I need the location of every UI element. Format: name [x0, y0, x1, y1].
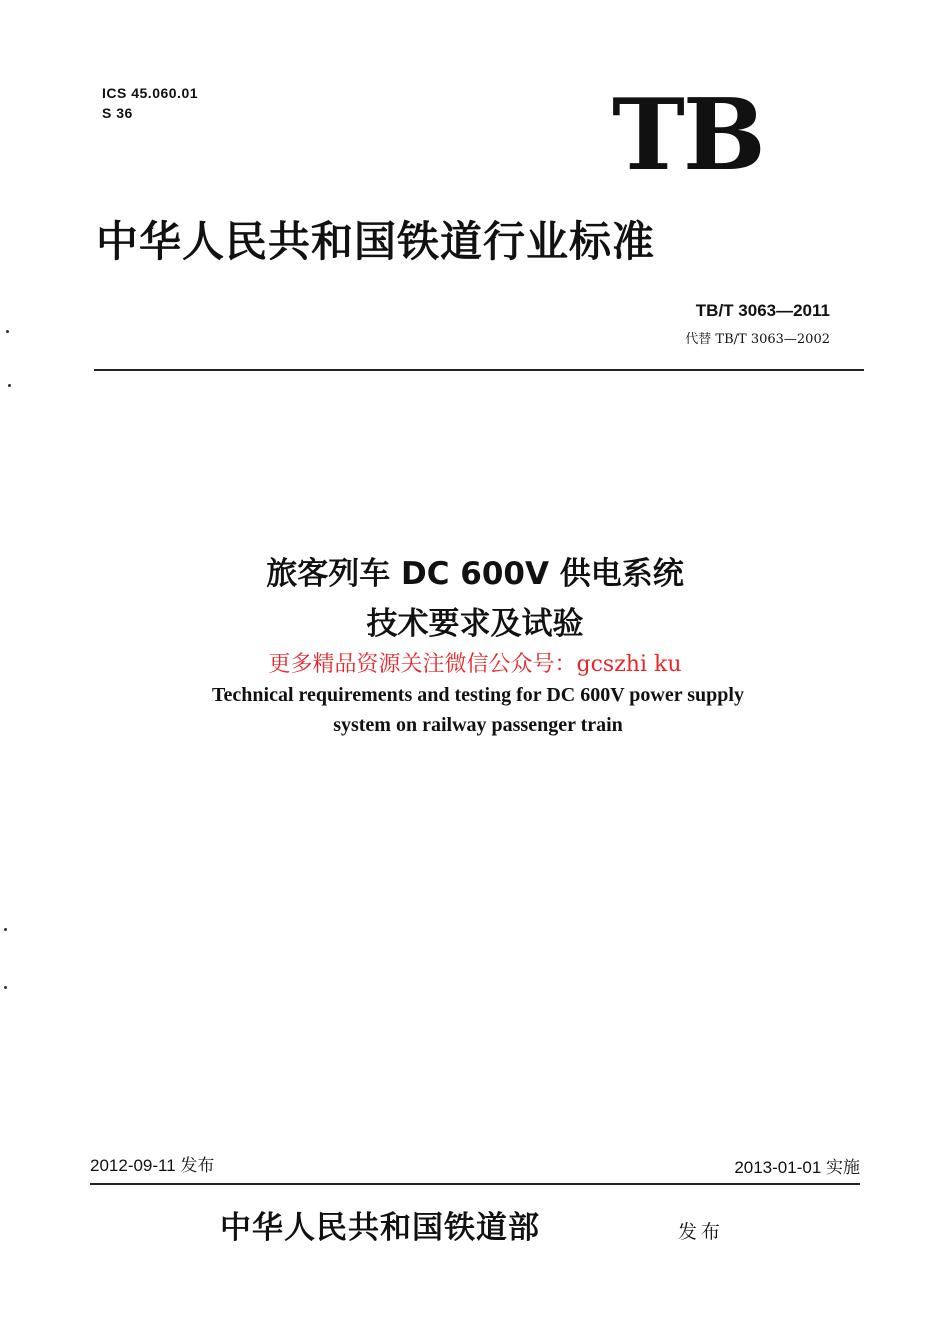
tb-logo: TB: [612, 78, 764, 193]
footer-divider: [90, 1183, 860, 1185]
replaces-note: 代替 TB/T 3063—2002: [685, 332, 830, 347]
document-title-en-line2: system on railway passenger train: [333, 714, 623, 736]
scan-speck: [6, 330, 9, 333]
scan-speck: [8, 384, 11, 387]
publisher-name: 中华人民共和国铁道部: [220, 1210, 540, 1246]
document-title-en-line1: Technical requirements and testing for DC 600V power supply: [212, 684, 744, 706]
scan-speck: [4, 986, 7, 989]
promo-watermark-text: 更多精品资源关注微信公众号：gcszhi ku: [268, 652, 682, 677]
classification-codes: [102, 83, 198, 123]
scan-speck: [4, 928, 7, 931]
publish-label: 发布: [678, 1221, 725, 1243]
standard-type-title: 中华人民共和国铁道行业标准: [96, 217, 656, 266]
ics-code: ICS 45.060.01: [102, 85, 199, 101]
document-title-cn-line1: 旅客列车 DC 600V 供电系统: [266, 556, 684, 592]
document-title-cn-line2: 技术要求及试验: [366, 606, 584, 642]
standard-number: TB/T 3063—2011: [695, 301, 830, 320]
header-divider: [94, 369, 864, 371]
implementation-date: 2013-01-01 实施: [734, 1158, 860, 1177]
category-code: S 36: [102, 105, 133, 121]
issue-date: 2012-09-11 发布: [90, 1156, 215, 1175]
